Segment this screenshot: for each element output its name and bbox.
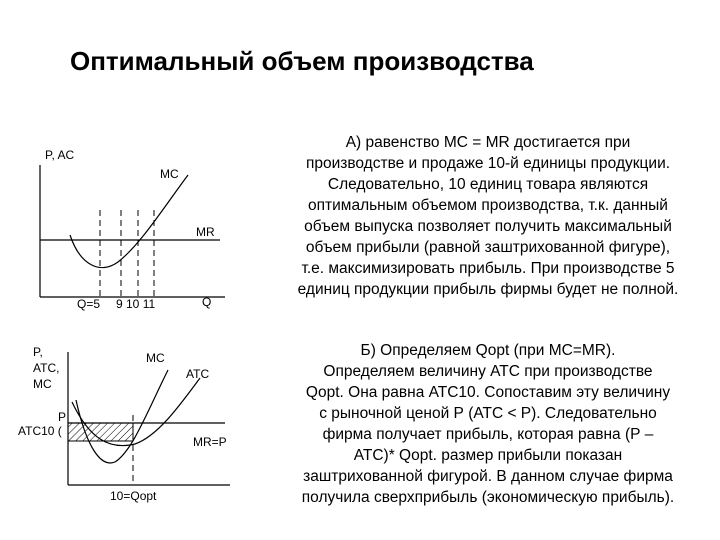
bottom-y-label-line-3: MC <box>33 377 52 391</box>
bottom-y-label-line-1: P, <box>33 345 43 359</box>
bottom-graph <box>18 345 230 503</box>
paragraph-a-line: объем выпуска позволяет получить максимальный <box>304 218 672 235</box>
paragraph-a-line: производстве и продаже 10-й единицы продукции. <box>305 155 671 172</box>
paragraph-a-line: объем прибыли (равной заштрихованной фигуре), <box>305 239 671 256</box>
top-mc-curve <box>70 175 188 268</box>
bottom-qopt-label: 10=Qopt <box>110 489 157 503</box>
paragraph-b-line: Определяем величину АТС при производстве <box>323 363 653 380</box>
bottom-atc10-label: ATC10 ( <box>18 424 62 438</box>
paragraph-a-line: т.е. максимизировать прибыль. При производстве 5 <box>301 260 675 277</box>
top-graph <box>40 148 225 311</box>
paragraph-b-line: получила сверхприбыль (экономическую прибыль). <box>301 489 675 506</box>
profit-hatched-area <box>68 423 133 441</box>
top-y-axis-label: P, AC <box>45 148 75 162</box>
slide-title: Оптимальный объем производства <box>70 46 534 76</box>
top-x-axis-label: Q <box>202 295 212 309</box>
paragraph-b-line: АТС)* Qopt. размер прибыли показан <box>353 447 623 464</box>
top-q5-label: Q=5 <box>77 297 101 311</box>
paragraph-b-line: с рыночной ценой Р (АТС < Р). Следовательно <box>319 405 657 422</box>
paragraph-a <box>258 132 718 300</box>
paragraph-b <box>258 340 718 508</box>
paragraph-a-line: А) равенство МС = МR достигается при <box>345 134 631 151</box>
bottom-price-label: P <box>58 410 67 424</box>
paragraph-a-line: Следовательно, 10 единиц товара являются <box>327 176 649 193</box>
paragraph-a-line: оптимальным объемом производства, т.к. данный <box>308 197 668 214</box>
top-mc-label: MC <box>160 167 179 181</box>
top-q-ticks-label: 9 10 11 <box>116 297 156 311</box>
paragraph-b-line: Qopt. Она равна АТС10. Сопоставим эту величину <box>305 384 671 401</box>
paragraph-a-line: единиц продукции прибыль фирмы будет не полной. <box>297 281 679 298</box>
top-mr-label: MR <box>196 225 215 239</box>
paragraph-b-line: заштрихованной фигурой. В данном случае фирма <box>303 468 673 485</box>
bottom-mc-curve <box>76 370 168 463</box>
paragraph-b-line: Б) Определяем Qopt (при МС=МR). <box>360 342 616 359</box>
bottom-atc-label: ATC <box>186 367 210 381</box>
bottom-mc-label: MC <box>146 351 165 365</box>
bottom-mr-p-label: MR=P <box>193 435 227 449</box>
bottom-y-label-line-2: ATC, <box>33 361 60 375</box>
paragraph-b-line: фирма получает прибыль, которая равна (Р – <box>322 426 654 443</box>
